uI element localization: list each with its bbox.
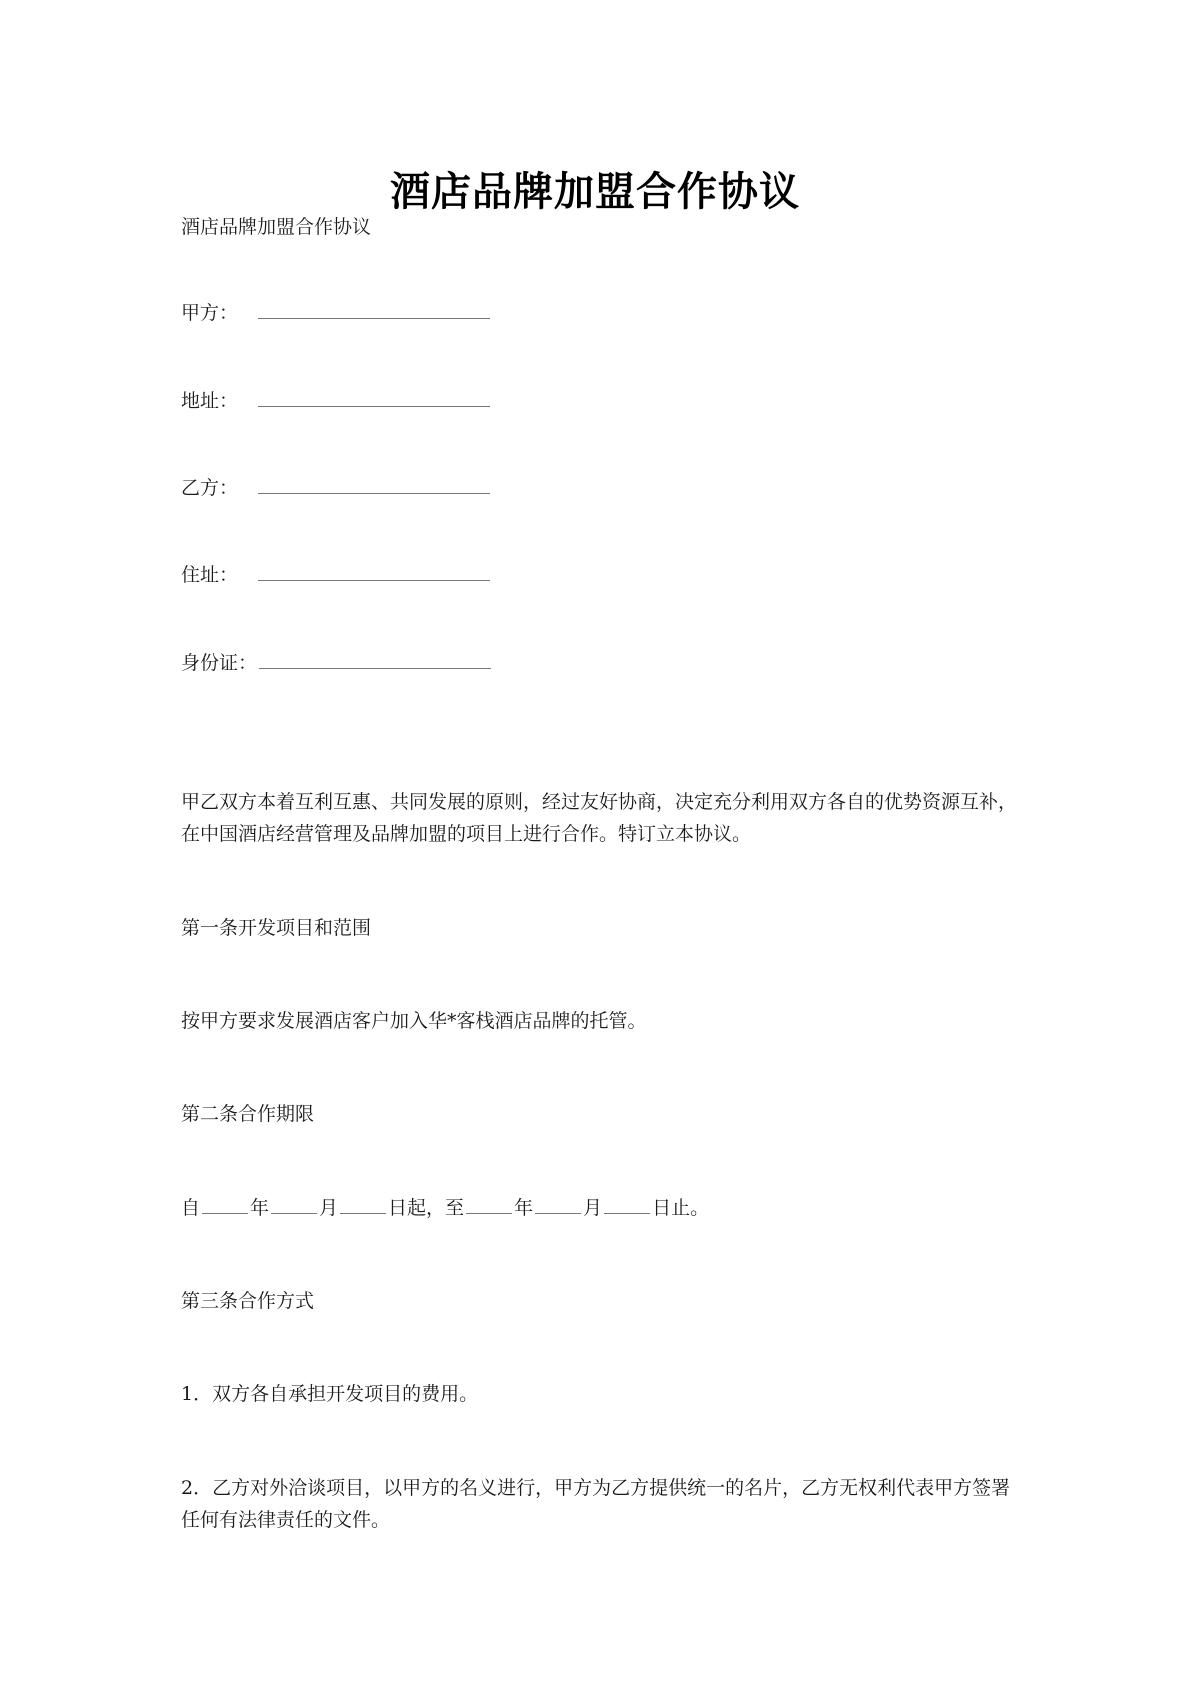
intro-paragraph: 甲乙双方本着互利互惠、共同发展的原则，经过友好协商，决定充分利用双方各自的优势资源互补，在中国酒店经营管理及品牌加盟的项目上进行合作。特订立本协议。 bbox=[181, 791, 1018, 845]
field-label: 身份证： bbox=[181, 652, 258, 674]
document-title: 酒店品牌加盟合作协议 bbox=[390, 168, 800, 215]
section-item: 1．双方各自承担开发项目的费用。 bbox=[181, 1383, 479, 1405]
contract-period-line bbox=[181, 1193, 709, 1223]
start-year-blank[interactable] bbox=[202, 1195, 248, 1214]
date-text: 月 bbox=[319, 1197, 339, 1219]
field-party-b bbox=[181, 473, 490, 503]
field-id-card bbox=[181, 648, 491, 678]
section-body: 按甲方要求发展酒店客户加入华*客栈酒店品牌的托管。 bbox=[181, 1010, 647, 1032]
date-text: 自 bbox=[181, 1197, 201, 1219]
field-label: 住址： bbox=[181, 564, 239, 586]
field-party-a bbox=[181, 298, 490, 328]
date-text: 月 bbox=[583, 1197, 603, 1219]
field-address-a bbox=[181, 386, 490, 416]
date-text: 日起，至 bbox=[388, 1197, 465, 1219]
party-b-blank[interactable] bbox=[258, 475, 490, 494]
section-heading: 第一条开发项目和范围 bbox=[181, 917, 372, 939]
id-card-blank[interactable] bbox=[259, 650, 491, 669]
section-heading: 第三条合作方式 bbox=[181, 1290, 315, 1312]
address-blank[interactable] bbox=[258, 388, 490, 407]
field-label: 甲方： bbox=[181, 302, 239, 324]
section-item: 2．乙方对外洽谈项目，以甲方的名义进行，甲方为乙方提供统一的名片，乙方无权利代表甲方签署任何有法律责任的文件。 bbox=[181, 1477, 1011, 1531]
date-text: 年 bbox=[250, 1197, 270, 1219]
document-subtitle: 酒店品牌加盟合作协议 bbox=[181, 216, 372, 238]
field-label: 地址： bbox=[181, 390, 239, 412]
end-day-blank[interactable] bbox=[604, 1195, 650, 1214]
end-month-blank[interactable] bbox=[535, 1195, 581, 1214]
date-text: 日止。 bbox=[652, 1197, 710, 1219]
field-residence bbox=[181, 560, 490, 590]
party-a-blank[interactable] bbox=[258, 300, 490, 319]
date-text: 年 bbox=[514, 1197, 534, 1219]
residence-blank[interactable] bbox=[258, 562, 490, 581]
field-label: 乙方： bbox=[181, 477, 239, 499]
end-year-blank[interactable] bbox=[466, 1195, 512, 1214]
start-month-blank[interactable] bbox=[271, 1195, 317, 1214]
section-heading: 第二条合作期限 bbox=[181, 1103, 315, 1125]
start-day-blank[interactable] bbox=[340, 1195, 386, 1214]
